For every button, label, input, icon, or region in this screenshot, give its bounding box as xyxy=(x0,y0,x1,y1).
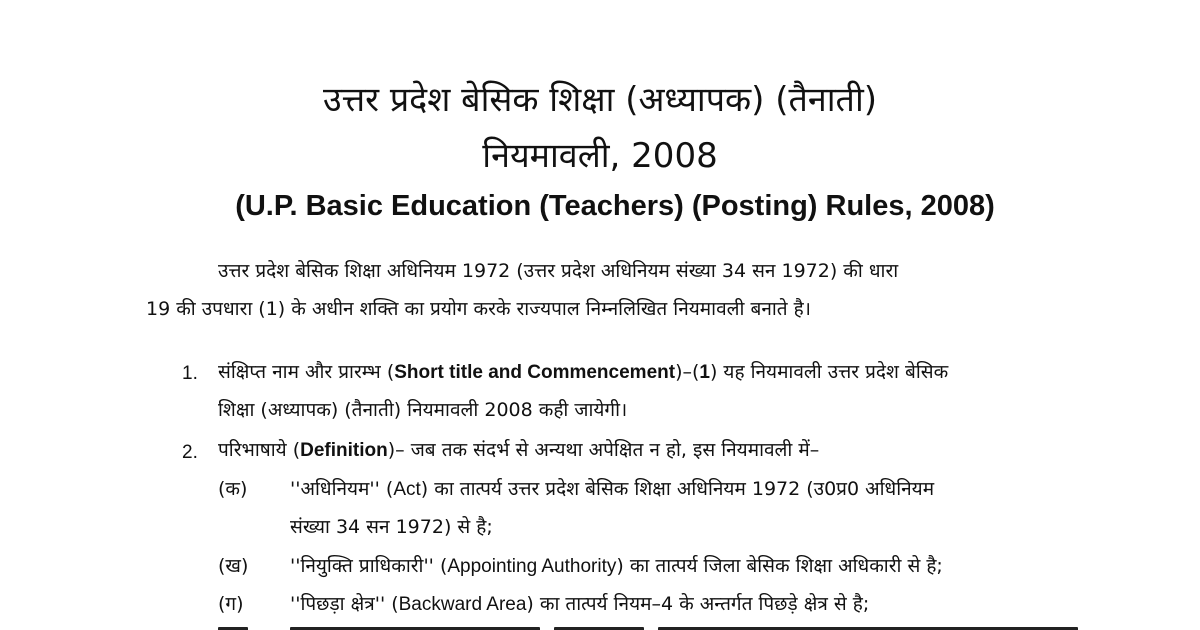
cut-off-text-line xyxy=(0,618,1200,630)
rule2-heading-en: Definition xyxy=(300,440,388,461)
item-ka-marker: (क) xyxy=(218,478,248,500)
rule1-text2: शिक्षा (अध्यापक) (तैनाती) नियमावली 2008 कही जायेगी। xyxy=(218,399,628,421)
title-english: (U.P. Basic Education (Teachers) (Posting) Rules, 2008) xyxy=(235,190,995,222)
item-ka-text-a: का तात्पर्य उत्तर प्रदेश बेसिक शिक्षा अधिनियम 1972 (उ0प्र0 अधिनियम xyxy=(428,478,935,500)
rule1-sep: )–( xyxy=(675,361,700,383)
preamble-line1: उत्तर प्रदेश बेसिक शिक्षा अधिनियम 1972 (उत्तर प्रदेश अधिनियम संख्या 34 सन 1972) की धारा xyxy=(218,260,899,282)
item-kha-line1: ''नियुक्ति प्राधिकारी'' (Appointing Authority) का तात्पर्य जिला बेसिक शिक्षा अधिकारी से है; xyxy=(290,555,943,577)
item-kha-en: Appointing Authority xyxy=(447,556,617,577)
item-ga-marker: (ग) xyxy=(218,593,244,615)
rule2-heading xyxy=(218,437,819,464)
item-ka-line1: ''अधिनियम'' (Act) का तात्पर्य उत्तर प्रदेश बेसिक शिक्षा अधिनियम 1972 (उ0प्र0 अधिनियम xyxy=(290,478,935,500)
title-hindi-line2: नियमावली, 2008 xyxy=(482,136,718,176)
rule2-text: )– जब तक संदर्भ से अन्यथा अपेक्षित न हो, इस नियमावली में– xyxy=(387,439,820,461)
item-kha-term: ''नियुक्ति प्राधिकारी'' xyxy=(290,555,434,577)
rule1-text1: ) यह नियमावली उत्तर प्रदेश बेसिक xyxy=(709,361,949,383)
rule1-heading-en: Short title and Commencement xyxy=(394,362,676,383)
rule1-sub-num: 1 xyxy=(699,362,710,383)
item-ga-en: Backward Area xyxy=(398,594,527,615)
rule2-number: 2. xyxy=(182,442,198,463)
item-ka-line2: संख्या 34 सन 1972) से है; xyxy=(290,516,493,538)
rule1-heading xyxy=(218,359,948,386)
rule1-heading-hi: संक्षिप्त नाम और प्रारम्भ ( xyxy=(218,361,395,383)
rule2-heading-hi: परिभाषाये ( xyxy=(218,439,301,461)
rule1-number: 1. xyxy=(182,363,198,384)
item-kha-marker: (ख) xyxy=(218,555,249,577)
item-kha-text-a: का तात्पर्य जिला बेसिक शिक्षा अधिकारी से है; xyxy=(623,555,943,577)
item-ga-term: ''पिछड़ा क्षेत्र'' xyxy=(290,593,386,615)
title-hindi-line1: उत्तर प्रदेश बेसिक शिक्षा (अध्यापक) (तैनाती) xyxy=(322,80,878,120)
item-ka-term: ''अधिनियम'' xyxy=(290,478,380,500)
item-ga-text-a: का तात्पर्य नियम–4 के अन्तर्गत पिछड़े क्षेत्र से है; xyxy=(533,593,870,615)
preamble-line2: 19 की उपधारा (1) के अधीन शक्ति का प्रयोग करके राज्यपाल निम्नलिखित नियमावली बनाते है। xyxy=(146,298,811,320)
item-ga-line1: ''पिछड़ा क्षेत्र'' (Backward Area) का तात्पर्य नियम–4 के अन्तर्गत पिछड़े क्षेत्र से है; xyxy=(290,593,870,615)
item-ka-en: Act xyxy=(393,479,421,500)
